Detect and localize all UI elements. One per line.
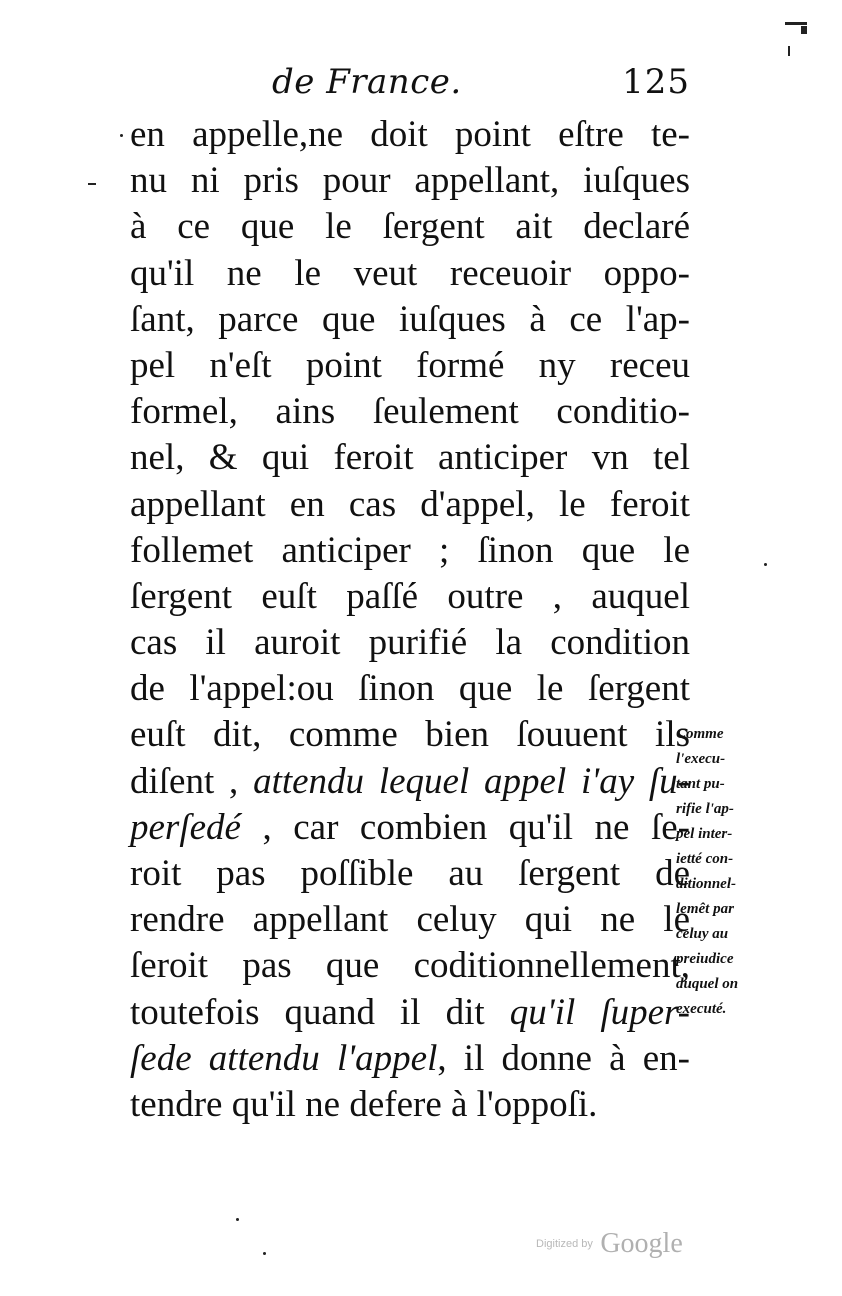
scan-speck — [120, 134, 123, 137]
google-logo: Google — [600, 1228, 683, 1259]
text-line: tendre qu'il ne defere à l'oppoſi. — [130, 1083, 598, 1125]
scan-mark — [88, 183, 96, 185]
page-number: 125 — [622, 62, 690, 102]
text-line: rendre appellant celuy qui ne le — [130, 899, 690, 941]
text-line: à ce que le ſergent ait declaré — [130, 206, 690, 248]
text-segment: diſent , — [130, 760, 254, 802]
text-line: qu'il ne le veut receuoir oppo- — [130, 252, 690, 294]
text-segment: toutefois quand il dit — [130, 991, 510, 1033]
text-line: roit pas poſſible au ſergent de — [130, 853, 690, 894]
text-line: de l'appel:ou ſinon que le ſergent — [130, 668, 690, 710]
digitized-by-label: Digitized by — [536, 1238, 593, 1250]
italic-quote: attendu lequel appel i'ay ſu- — [253, 760, 690, 802]
marginal-note-line: l'execu- — [676, 751, 726, 767]
text-line: en appelle,ne doit point eſtre te- — [130, 114, 690, 155]
text-line: appellant en cas d'appel, le feroit — [130, 483, 690, 525]
marginal-note-line: celuy au — [676, 926, 729, 942]
running-head: de France. — [272, 62, 462, 102]
marginal-note-line: Comme — [676, 726, 724, 742]
text-line: cas il auroit purifié la condition — [130, 622, 690, 664]
marginal-note-line: ditionnel- — [676, 876, 737, 892]
italic-quote: qu'il ſuper- — [509, 991, 690, 1033]
text-line — [130, 805, 690, 851]
scan-mark — [801, 26, 807, 34]
text-line: pel n'eſt point formé ny receu — [130, 344, 690, 386]
marginal-note-line: rifie l'ap- — [676, 801, 734, 817]
marginal-note-line: tant pu- — [676, 776, 725, 792]
text-line: ſant, parce que iuſques à ce l'ap- — [130, 298, 690, 340]
page-header — [130, 62, 690, 106]
marginal-note-line: executé. — [676, 1001, 727, 1017]
italic-quote: perſedé — [130, 806, 241, 848]
scan-speck — [764, 563, 767, 566]
text-segment: , car combien qu'il ne ſe- — [240, 806, 690, 848]
marginal-note-line: duquel on — [676, 976, 739, 992]
marginal-note-line: preiudice — [676, 951, 734, 967]
body-text — [130, 112, 690, 1128]
scan-speck — [263, 1252, 266, 1255]
digitized-by-watermark — [536, 1228, 683, 1260]
text-line: follemet anticiper ; ſinon que le — [130, 529, 690, 571]
text-segment: , il donne à en- — [437, 1037, 690, 1079]
marginal-note-line: pel inter- — [676, 826, 733, 842]
text-line — [130, 1036, 690, 1082]
text-line: ſergent euſt paſſé outre , auquel — [130, 575, 690, 617]
text-line: ſeroit pas que coditionnellement, — [130, 945, 690, 987]
text-line: formel, ains ſeulement conditio- — [130, 391, 690, 433]
text-line — [130, 990, 690, 1036]
text-line: nu ni pris pour appellant, iuſques — [130, 160, 690, 202]
text-line: nel, & qui feroit anticiper vn tel — [130, 437, 690, 479]
scan-speck — [236, 1218, 239, 1221]
scan-mark — [788, 46, 790, 56]
scan-mark — [785, 22, 807, 25]
marginal-note — [676, 722, 786, 1022]
marginal-note-line: lemêt par — [676, 901, 734, 917]
italic-quote: ſede attendu l'appel — [130, 1037, 438, 1079]
text-line — [130, 759, 690, 805]
text-line: euſt dit, comme bien ſouuent ils — [130, 714, 690, 756]
marginal-note-line: ietté con- — [676, 851, 734, 867]
